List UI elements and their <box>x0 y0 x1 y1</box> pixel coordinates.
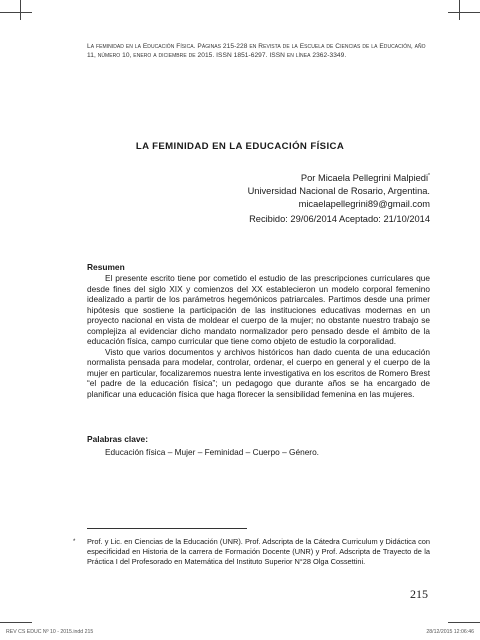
author-footnote-marker: * <box>428 173 430 179</box>
author-name: Por Micaela Pellegrini Malpiedi <box>300 173 429 184</box>
article-title: LA FEMINIDAD EN LA EDUCACIÓN FÍSICA <box>135 141 345 152</box>
abstract-paragraph: El presente escrito tiene por cometido el estudio de las prescripciones curriculares que desde fines del siglo XIX y comienzos del XX establecieron un modelo corporal femenino idealizado a partir de los parámetros hegemónicos patriarcales. Partimos desde una primer hipótesis que sostiene la participación de las instituciones educativas modernas en un proyecto nacional en vista de moldear el cuerpo de la mujer; no obstante nuestro trabajo se complejiza al evidenciar dicho mandato normalizador pero pensado desde el ámbito de la educación física, campo curricular que tiene como objeto de estudio la corporalidad. <box>87 273 430 346</box>
abstract-heading: Resumen <box>87 262 125 272</box>
print-slug-timestamp: 28/12/2015 12:06:46 <box>426 629 474 635</box>
print-slug-file: REV CS EDUC Nº 10 - 2015.indd 215 <box>6 629 94 635</box>
crop-mark <box>448 12 480 13</box>
crop-mark <box>0 622 32 623</box>
author-email[interactable]: micaelapellegrini89@gmail.com <box>298 199 430 210</box>
crop-mark <box>448 622 480 623</box>
abstract-body <box>87 273 430 399</box>
footnote-text: Prof. y Lic. en Ciencias de la Educación (UNR). Prof. Adscripta de la Cátedra Curriculum y Didáctica con especificidad en Historia de la carrera de Formación Docente (UNR) y Prof. Adscripta de Trayecto de la Práctica I del Profesorado en Matemática del Instituto Superior N°28 Olga Cossettini. <box>87 537 430 567</box>
author-affiliation: Universidad Nacional de Rosario, Argentina. <box>247 186 430 197</box>
footnote-marker: * <box>73 539 76 545</box>
crop-mark <box>0 12 32 13</box>
crop-mark <box>20 0 21 20</box>
crop-mark <box>459 0 460 20</box>
keywords-heading: Palabras clave: <box>87 434 148 444</box>
running-header: La feminidad en la Educación Física. Páginas 215-228 en Revista de la Escuela de Ciencias de la Educación, año 11, número 10, enero a diciembre de 2015. ISSN 1851-6297. ISSN en línea 2362-3349. <box>87 43 426 60</box>
keywords-list: Educación física – Mujer – Feminidad – Cuerpo – Género. <box>105 447 319 457</box>
author-byline <box>248 170 430 185</box>
page-number: 215 <box>410 587 428 601</box>
author-block <box>248 170 430 211</box>
author-footnote <box>73 537 430 568</box>
abstract-paragraph: Visto que varios documentos y archivos históricos han dado cuenta de una educación normalista pensada para modelar, controlar, ordenar, el cuerpo en general y el cuerpo de la mujer en particular, focalizaremos nuestra lente investigativa en los escritos de Romero Brest “el padre de la educación física”; un pedagogo que durante años se ha encargado de planificar una educación física que haga florecer la sensibilidad femenina en las mujeres. <box>87 346 430 399</box>
footnote-divider <box>87 528 247 529</box>
received-accepted-dates: Recibido: 29/06/2014 Aceptado: 21/10/2014 <box>249 214 430 224</box>
